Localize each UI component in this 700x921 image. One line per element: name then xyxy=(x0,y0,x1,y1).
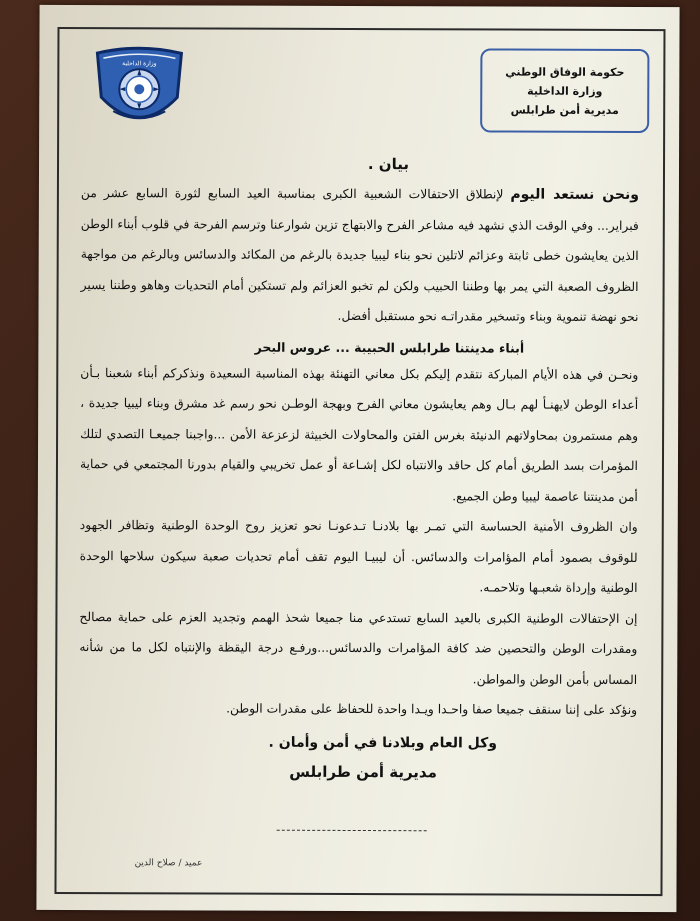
signatory-note: عميد / صلاح الدين xyxy=(134,858,203,869)
government-header-box xyxy=(480,48,649,133)
paragraph-celebrations: إن الإحتفالات الوطنية الكبرى بالعيد السابع تستدعي منا جميعا شحذ الهمم وتجديد العزم على حماية مصالح ومقدرات الوطن والتحصين ضد كافة المؤامرات والدسائس...ورفـع درجة اليقظة والإنتباه لكل ما من شأنه المساس بأمن الوطن والمواطن. xyxy=(79,609,638,687)
signature-directorate: مديرية أمن طرابلس xyxy=(289,762,437,781)
paragraph-congratulations: ونحـن في هذه الأيام المباركة نتقدم إليكم بكل معاني التهنئة بهذه المناسبة السعيدة ونذكركم أبناء شعبنا بـأن أعداء الوطن لايهنـأ لهم بـال وهم يعايشون معاني الفرح وبهجة الوطـن نحو رسم غد مشرق وبناء ليبيا جديدة ، وهم مستمرون بمحاولاتهم الدنيئة بغرس الفتن والمحاولات الخبيثة لزعزعة الأمن ...واجبنا جميعـا التصدي لتلك المؤمرات بسد الطريق أمام كل حاقد والانتباه لكل إشـاعة أو عمل تخريبي والقيام بدورنا المجتمعي في حماية أمن مدينتنا عاصمة ليبيا وطن الجميع. xyxy=(79,365,639,504)
statement-title: بيان . xyxy=(367,155,410,174)
paragraph-national-unity: وان الظروف الأمنية الحساسة التي تمـر بها بلادنـا تـدعونـا نحو تعزيز روح الوحدة الوطنية وتظافر الجهود للوقوف بصمود أمام المؤامرات والدسائس. أن ليبيـا اليوم تقف أمام تحديات صعبة سيكون سلاحها الوحدة الوطنية وإرداة شعبـها وتلاحمـه. xyxy=(79,518,638,595)
document-paper xyxy=(36,5,679,912)
intro-lead: ونحن نستعد اليوم xyxy=(510,186,639,203)
ministry-logo-icon xyxy=(91,45,187,133)
header-line-government: حكومة الوفاق الوطني xyxy=(505,65,625,79)
intro-text: لإنطلاق الاحتفالات الشعبية الكبرى بمناسبة العيد السابع لثورة السابع عشر من فبراير... وفي الوقت الذي نشهد فيه مشاعر الفرح والابتهاج تزين شوارعنا وترسم الفرحة في قلوب أبناء الوطن الذين يعايشون خطى ثابتة وعزائم لاتلين نحو بناء ليبيا جديدة بالرغم من المكائد والدسائس وبالرغم من مواجهة الظروف الصعبة التي يمر بها وطننا الحبيب ولكن لم تخبو العزائم ولم تستكين أمام التحديات وهاهو وطننا يسير نحو نهضة تنموية وبناء وتسخير مقدراتـه نحو مستقبل أفضل. xyxy=(80,186,639,324)
statement-body xyxy=(79,154,639,781)
svg-text:وزارة الداخلية: وزارة الداخلية xyxy=(122,60,157,68)
signature-line xyxy=(277,830,427,832)
header-line-ministry: وزارة الداخلية xyxy=(527,84,603,98)
header-line-directorate: مديرية أمن طرابلس xyxy=(510,103,619,117)
closing-greeting: وكل العام وبلادنا في أمن وأمان . xyxy=(268,734,498,751)
section-subheading: أبناء مدينتنا طرابلس الحبيبة ... عروس البحر xyxy=(254,339,525,356)
document-frame xyxy=(54,27,665,896)
paragraph-intro xyxy=(80,178,639,332)
paragraph-commitment: ونؤكد على إننا سنقف جميعا صفا واحـدا ويـدا واحدة للحفاظ على مقدرات الوطن. xyxy=(226,701,638,717)
